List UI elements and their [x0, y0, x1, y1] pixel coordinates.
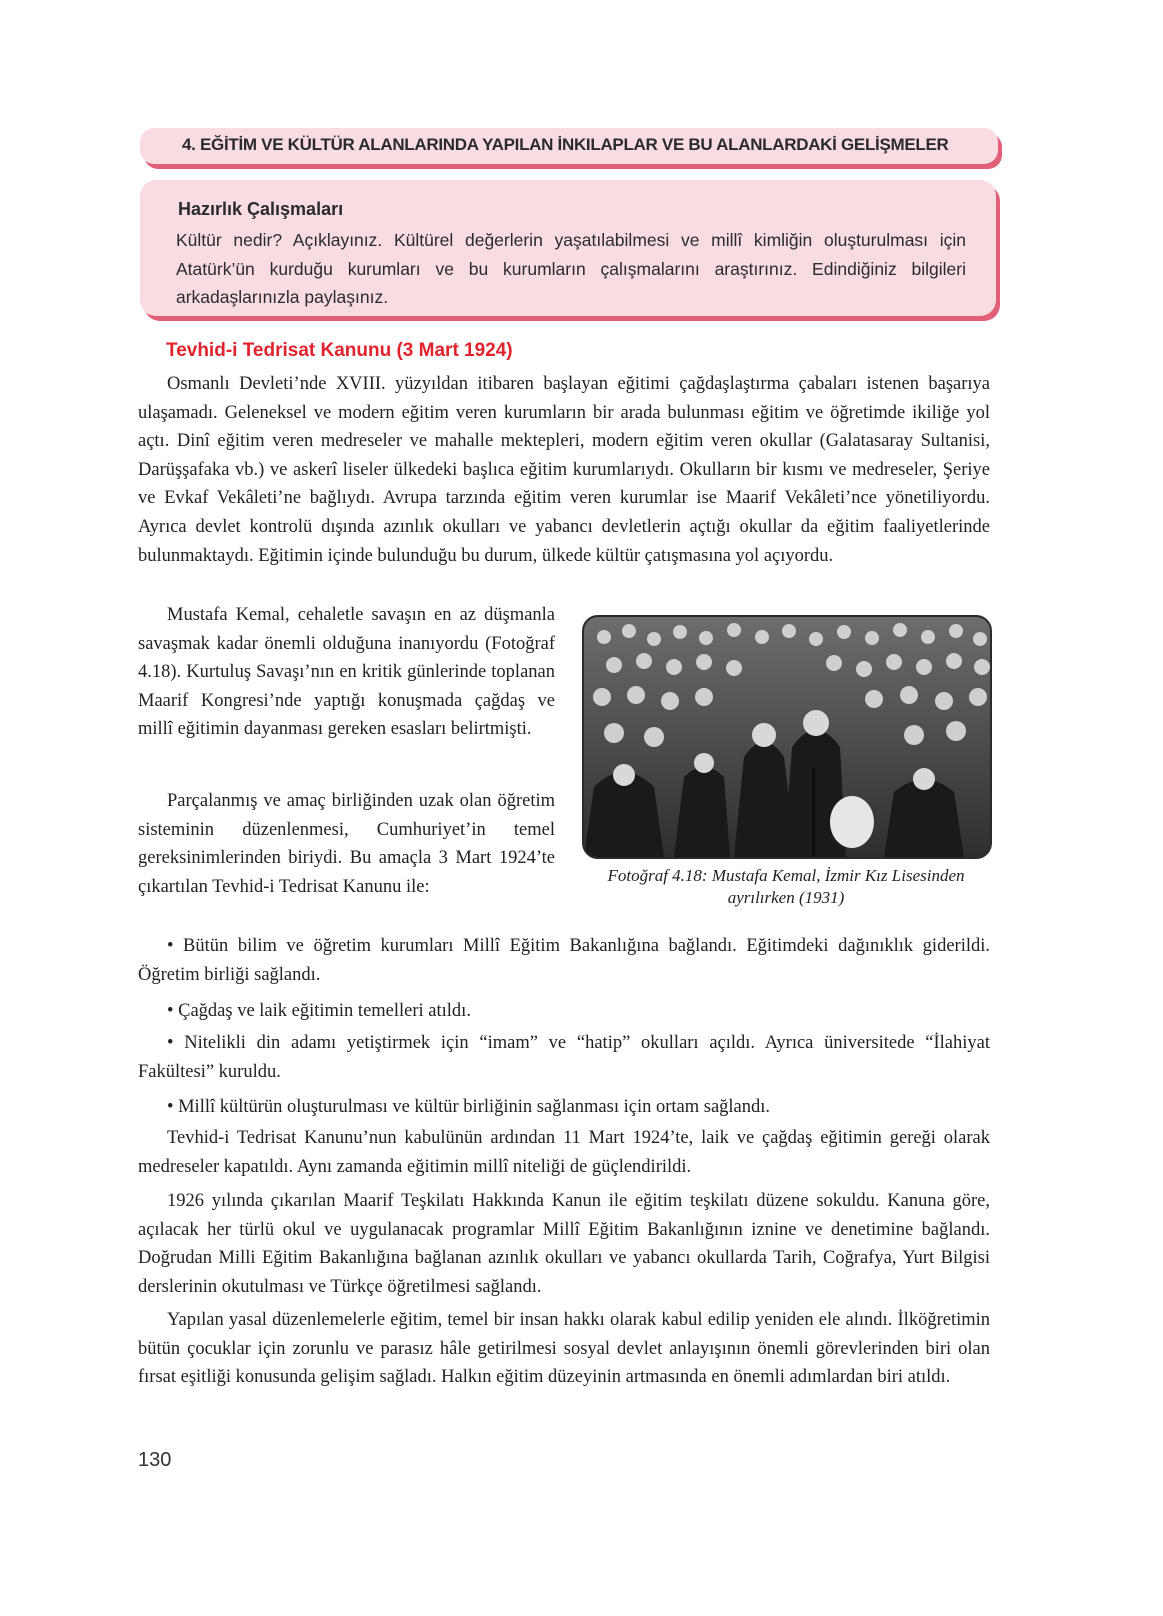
intro-paragraph: Osmanlı Devleti’nde XVIII. yüzyıldan itibaren başlayan eğitimi çağdaşlaştırma çabaları istenen başarıya ulaşamadı. Geleneksel ve modern eğitim veren kurumların bir arada bulunması eğitim ve öğretimde ikiliğe yol açtı. Dinî eğitim veren medreseler ve mahalle mektepleri, modern eğitim veren okullar (Galatasaray Sultanisi, Darüşşafaka vb.) ve askerî liseler ülkedeki başlıca eğitim kurumlarıydı. Okulların bir kısmı ve medreseler, Şeriye ve Evkaf Vekâleti’ne bağlıydı. Avrupa tarzında eğitim veren kurumlar ise Maarif Vekâleti’nce yönetiliyordu. Ayrıca devlet kontrolü dışında azınlık okulları ve yabancı devletlerin açtığı okullar da eğitim faaliyetlerinde bulunmaktaydı. Eğitimin içinde bulunduğu bu durum, ülkede kültür çatışmasına yol açıyordu.	[138, 374, 990, 566]
bullet-item: • Çağdaş ve laik eğitimin temelleri atıldı.	[167, 1001, 471, 1021]
crowd-photo-illustration	[584, 617, 990, 857]
bullet-item: • Millî kültürün oluşturulması ve kültür birliğinin sağlanması için ortam sağlandı.	[167, 1097, 771, 1117]
section-title-bar	[140, 128, 998, 164]
preparation-text: Kültür nedir? Açıklayınız. Kültürel değerlerin yaşatılabilmesi ve millî kimliğin oluşturulması için Atatürk’ün kurduğu kurumları ve bu kurumların çalışmalarını araştırınız. Edindiğiniz bilgileri arkadaşlarınızla paylaşınız.	[176, 230, 966, 307]
page-number: 130	[138, 1449, 172, 1471]
historical-photo	[582, 615, 992, 859]
paragraph-maarif-teskilati: 1926 yılında çıkarılan Maarif Teşkilatı Hakkında Kanun ile eğitim teşkilatı düzene sokuldu. Kanuna göre, açılacak her türlü okul ve uygulanacak programlar Millî Eğitim Bakanlığının iznine ve denetimine bağlandı. Doğrudan Milli Eğitim Bakanlığına bağlanan azınlık okulları ve yabancı okullarda Tarih, Coğrafya, Yurt Bilgisi derslerinin okutulması ve Türkçe öğretilmesi sağlandı.	[138, 1191, 990, 1297]
left-paragraph-1: Mustafa Kemal, cehaletle savaşın en az düşmanla savaşmak kadar önemli olduğuna inanıyordu (Fotoğraf 4.18). Kurtuluş Savaşı’nın en kritik günlerinde toplanan Maarif Kongresi’nde yaptığı konuşmada çağdaş ve millî eğitimin dayanması gereken esasları belirtmişti.	[138, 605, 555, 740]
section-title: 4. EĞİTİM VE KÜLTÜR ALANLARINDA YAPILAN İNKILAPLAR VE BU ALANLARDAKİ GELİŞMELER	[182, 135, 949, 154]
bullet-item: • Nitelikli din adamı yetiştirmek için “imam” ve “hatip” okulları açıldı. Ayrıca üniversitede “İlahiyat Fakültesi” kuruldu.	[138, 1033, 990, 1082]
law-heading: Tevhid-i Tedrisat Kanunu (3 Mart 1924)	[166, 340, 513, 361]
photo-caption: Fotoğraf 4.18: Mustafa Kemal, İzmir Kız Lisesinden ayrılırken (1931)	[607, 866, 965, 907]
bullet-item: • Bütün bilim ve öğretim kurumları Millî Eğitim Bakanlığına bağlandı. Eğitimdeki dağınıklık giderildi. Öğretim birliği sağlandı.	[138, 936, 990, 985]
preparation-title: Hazırlık Çalışmaları	[178, 199, 344, 219]
left-paragraph-2: Parçalanmış ve amaç birliğinden uzak olan öğretim sisteminin düzenlenmesi, Cumhuriyet’in temel gereksinimlerinden biriydi. Bu amaçla 3 Mart 1924’te çıkartılan Tevhid-i Tedrisat Kanunu ile:	[138, 791, 555, 897]
paragraph-ilkogretim: Yapılan yasal düzenlemelerle eğitim, temel bir insan hakkı olarak kabul edilip yeniden ele alındı. İlköğretimin bütün çocuklar için zorunlu ve parasız hâle getirilmesi sosyal devlet anlayışının önemli görevlerinden biri olan fırsat eşitliği konusunda gelişim sağladı. Halkın eğitim düzeyinin artmasında en önemli adımlardan biri atıldı.	[138, 1310, 990, 1388]
preparation-box	[140, 180, 996, 316]
paragraph-medreseler: Tevhid-i Tedrisat Kanunu’nun kabulünün ardından 11 Mart 1924’te, laik ve çağdaş eğitimin gereği olarak medreseler kapatıldı. Aynı zamanda eğitimin millî niteliği de güçlendirildi.	[138, 1128, 990, 1177]
